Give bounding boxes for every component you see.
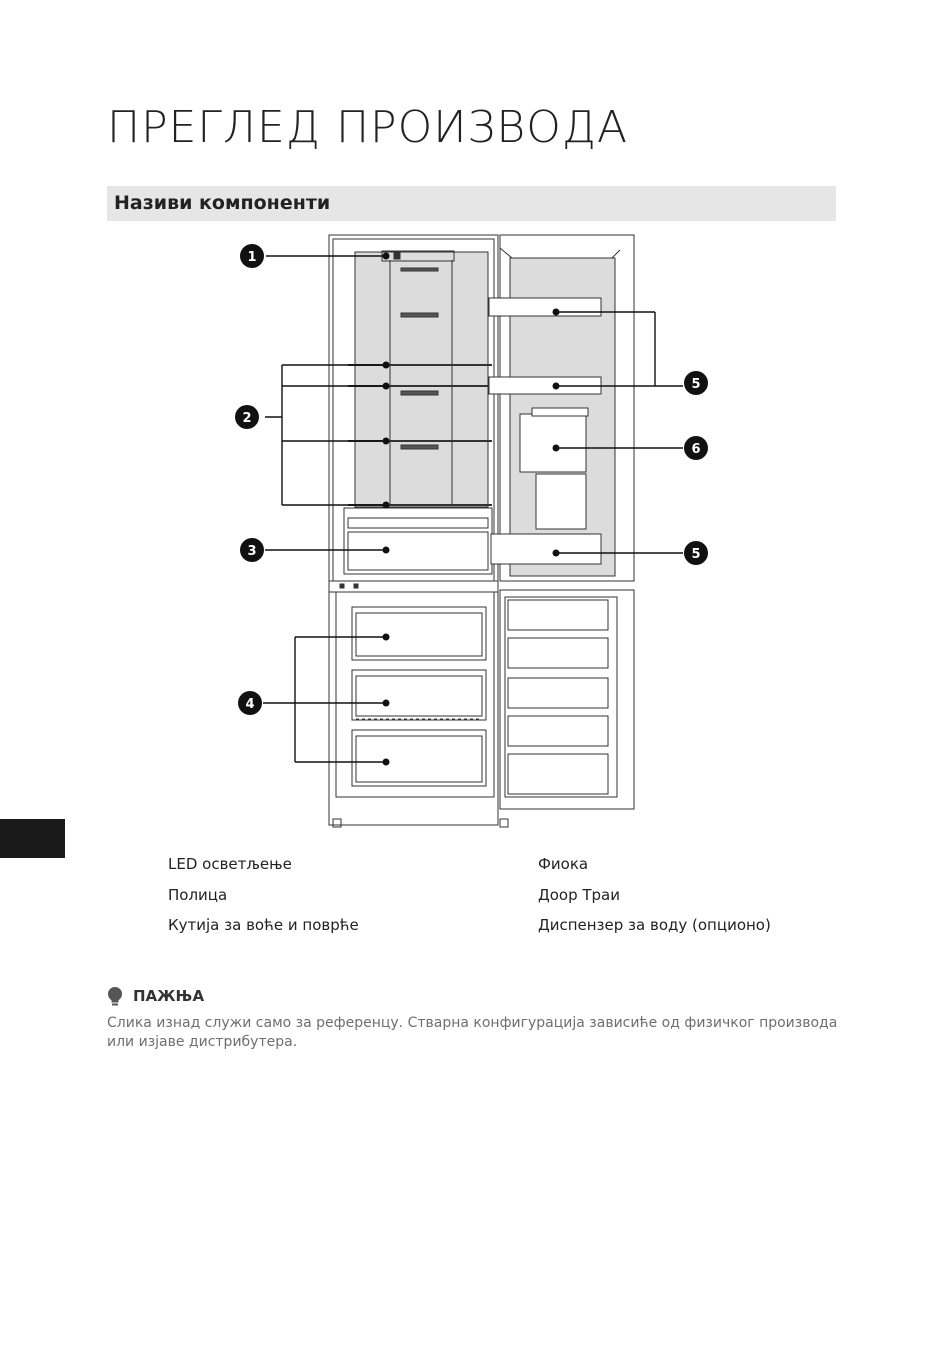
section-title: Називи компоненти: [114, 192, 331, 214]
callout-5-upper: [684, 371, 708, 395]
freezer-door: [500, 590, 634, 809]
callout-3-label: 3: [247, 544, 257, 559]
callout-6: [684, 436, 708, 460]
freezer-door-bin: [508, 600, 608, 630]
water-dispenser: [520, 414, 586, 472]
freezer-drawer: [352, 607, 486, 660]
note-title: ПАЖЊА: [133, 987, 205, 1005]
door-bin: [491, 534, 601, 564]
page-title: ПРЕГЛЕД ПРОИЗВОДА: [107, 102, 629, 153]
freezer-door-bin: [508, 638, 608, 668]
freezer-drawer: [352, 730, 486, 786]
freezer-door-bin: [508, 716, 608, 746]
page-tab: [0, 819, 65, 858]
door-bin: [489, 298, 601, 316]
callout-6-label: 6: [691, 442, 701, 457]
callout-2: [235, 405, 259, 429]
legend-item-crisper: Кутија за воће и поврће: [168, 916, 359, 934]
callout-1: [240, 244, 264, 268]
freezer-door-bin: [508, 754, 608, 794]
note-text: Слика изнад служи само за референцу. Стварна конфигурација зависиће од физичког производа или изјаве дистрибутера.: [107, 1015, 838, 1050]
freezer-door-bin: [508, 678, 608, 708]
legend-item-drawer: Фиока: [538, 855, 589, 873]
legend-item-water-dispenser: Диспензер за воду (опционо): [538, 916, 771, 934]
legend-item-door-tray: Доор Траи: [538, 886, 620, 904]
lightbulb-icon: [106, 986, 126, 1008]
callout-2-label: 2: [242, 411, 252, 426]
callout-1-label: 1: [247, 250, 257, 265]
callout-4: [238, 691, 262, 715]
legend-item-shelf: Полица: [168, 886, 228, 904]
fridge-interior: [355, 252, 488, 507]
callout-5-upper-label: 5: [691, 377, 701, 392]
callout-3: [240, 538, 264, 562]
legend-item-led-light: LED осветљење: [168, 855, 292, 873]
callout-4-label: 4: [245, 697, 255, 712]
callout-5-lower-label: 5: [691, 547, 701, 562]
callout-5-lower: [684, 541, 708, 565]
freezer-drawer: [352, 670, 486, 720]
